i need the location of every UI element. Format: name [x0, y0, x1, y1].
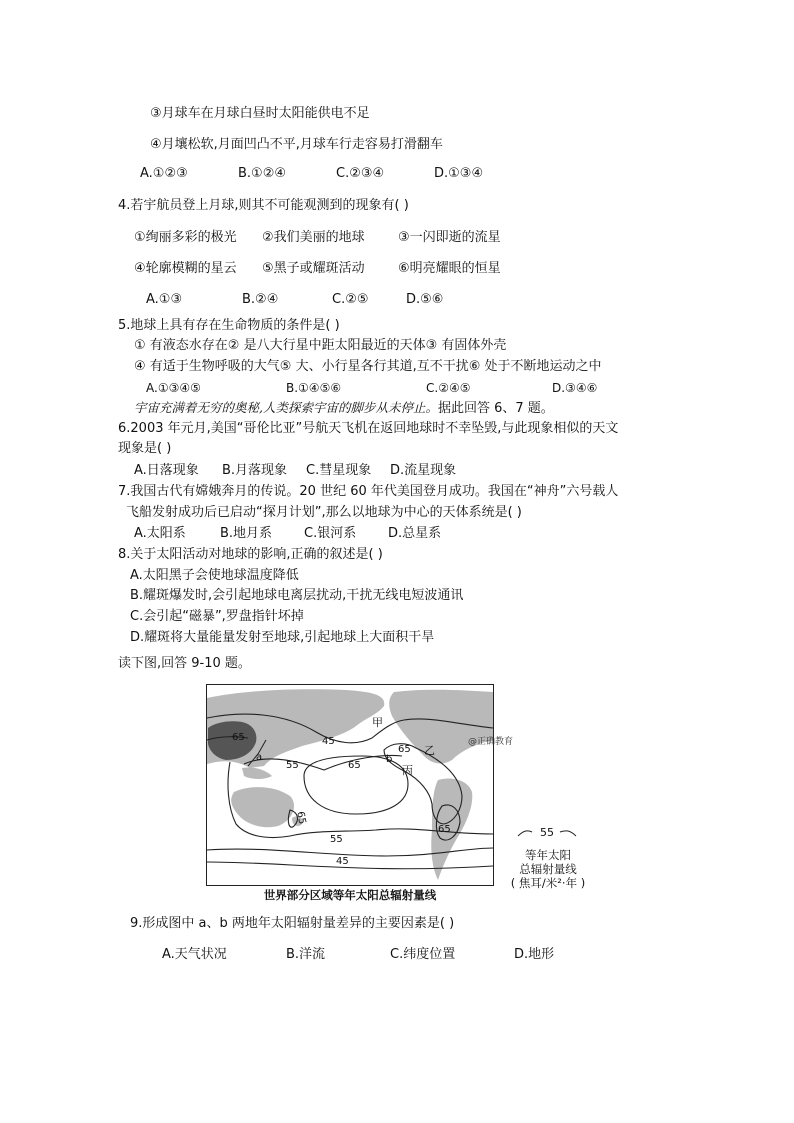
q6-option-c[interactable]: C.彗星现象 — [306, 463, 372, 478]
q7-options — [134, 526, 494, 542]
q5-option-a[interactable]: A.①③④⑤ — [146, 381, 201, 395]
q4-statement-6: ⑥明亮耀眼的恒星 — [398, 261, 501, 276]
q7-option-d[interactable]: D.总星系 — [388, 526, 442, 541]
q3-statement-4: ④月壤松软,月面凹凸不平,月球车行走容易打滑翻车 — [150, 137, 443, 152]
q3-options — [140, 166, 540, 182]
legend-value: 55 — [540, 826, 554, 839]
label-65-center: 65 — [348, 760, 361, 771]
label-jia: 甲 — [372, 716, 383, 729]
q4-option-a[interactable]: A.①③ — [146, 292, 183, 307]
q7-stem-line1: 7.我国古代有嫦娥奔月的传说。20 世纪 60 年代美国登月成功。我国在“神舟”六号载人 — [118, 484, 619, 499]
q6-option-b[interactable]: B.月落现象 — [222, 463, 288, 478]
q4-statement-2: ②我们美丽的地球 — [262, 230, 365, 245]
q4-statement-1: ①绚丽多彩的极光 — [134, 230, 237, 245]
q5-options — [146, 380, 626, 396]
q9-option-b[interactable]: B.洋流 — [286, 947, 326, 962]
label-65-rotated: 65 — [294, 810, 308, 826]
q8-option-c[interactable]: C.会引起“磁暴”,罗盘指针坏掉 — [130, 609, 304, 624]
label-65-right: 65 — [398, 744, 411, 755]
q6-stem-line2: 现象是( ) — [118, 441, 172, 456]
q4-stem: 4.若宇航员登上月球,则其不可能观测到的现象有( ) — [118, 198, 409, 213]
q9-option-d[interactable]: D.地形 — [514, 947, 555, 962]
label-55-left: 55 — [286, 760, 299, 771]
q3-option-d[interactable]: D.①③④ — [434, 166, 484, 181]
label-yi: 乙 — [424, 744, 435, 757]
q3-option-a[interactable]: A.①②③ — [140, 166, 188, 181]
map-legend — [498, 826, 598, 896]
q9-option-c[interactable]: C.纬度位置 — [390, 947, 456, 962]
q8-stem: 8.关于太阳活动对地球的影响,正确的叙述是( ) — [118, 547, 383, 562]
q8-option-b[interactable]: B.耀斑爆发时,会引起地球电离层扰动,干扰无线电短波通讯 — [130, 588, 464, 603]
q7-stem-line2: 飞船发射成功后已启动“探月计划”,那么以地球为中心的天体系统是( ) — [126, 505, 522, 520]
q5-statements-line2: ④ 有适于生物呼吸的大气⑤ 大、小行星各行其道,互不干扰⑥ 处于不断地运动之中 — [134, 359, 602, 374]
q7-option-b[interactable]: B.地月系 — [220, 526, 273, 541]
q3-statement-3: ③月球车在月球白昼时太阳能供电不足 — [150, 106, 370, 121]
label-45-bottom: 45 — [336, 856, 349, 867]
q8-option-d[interactable]: D.耀斑将大量能量发射至地球,引起地球上大面积干旱 — [130, 630, 435, 645]
q5-statements-line1: ① 有液态水存在② 是八大行星中距太阳最近的天体③ 有固体外壳 — [134, 338, 507, 353]
label-65-left: 65 — [232, 732, 245, 743]
label-a: a — [256, 752, 263, 763]
q4-options — [146, 292, 486, 308]
q6-option-d[interactable]: D.流星现象 — [390, 463, 457, 478]
q4-option-c[interactable]: C.②⑤ — [332, 292, 369, 307]
legend-line1: 等年太阳 — [525, 848, 571, 862]
q5-option-d[interactable]: D.③④⑥ — [552, 381, 598, 395]
q4-statement-4: ④轮廓模糊的星云 — [134, 261, 237, 276]
q5-stem: 5.地球上具有存在生命物质的条件是( ) — [118, 318, 340, 333]
q8-option-a[interactable]: A.太阳黑子会使地球温度降低 — [130, 568, 299, 583]
label-bing: 丙 — [402, 764, 413, 777]
intro-6-7 — [134, 400, 554, 417]
read-9-10: 读下图,回答 9-10 题。 — [118, 656, 251, 671]
q5-option-c[interactable]: C.②④⑤ — [426, 381, 471, 395]
q4-statements-row2 — [134, 261, 534, 277]
q3-option-c[interactable]: C.②③④ — [336, 166, 385, 181]
label-45-top: 45 — [322, 736, 335, 747]
solar-radiation-map — [206, 684, 514, 886]
q9-options — [162, 947, 582, 963]
map-caption: 世界部分区域等年太阳总辐射量线 — [263, 888, 437, 902]
q6-stem-line1: 6.2003 年元月,美国“哥伦比亚”号航天飞机在返回地球时不幸坠毁,与此现象相似的天文 — [118, 421, 619, 436]
q4-option-d[interactable]: D.⑤⑥ — [406, 292, 444, 307]
legend-line2: 总辐射量线 — [519, 862, 577, 876]
q4-option-b[interactable]: B.②④ — [242, 292, 279, 307]
q6-options — [134, 463, 494, 479]
label-65-south-america: 65 — [438, 824, 451, 835]
q7-option-a[interactable]: A.太阳系 — [134, 526, 186, 541]
q5-option-b[interactable]: B.①④⑤⑥ — [286, 381, 342, 395]
q4-statement-5: ⑤黑子或耀斑活动 — [262, 261, 365, 276]
q4-statements-row1 — [134, 230, 534, 246]
q3-option-b[interactable]: B.①②④ — [238, 166, 287, 181]
legend-unit: ( 焦耳/米²·年 ) — [510, 876, 586, 890]
label-55-bottom: 55 — [330, 834, 343, 845]
q6-option-a[interactable]: A.日落现象 — [134, 463, 199, 478]
q9-stem: 9.形成图中 a、b 两地年太阳辐射量差异的主要因素是( ) — [130, 916, 455, 931]
q4-statement-3: ③一闪即逝的流星 — [398, 230, 501, 245]
watermark: @正确教育 — [468, 737, 514, 747]
q9-option-a[interactable]: A.天气状况 — [162, 947, 227, 962]
q7-option-c[interactable]: C.银河系 — [304, 526, 357, 541]
intro-rest: 据此回答 6、7 题。 — [437, 401, 554, 416]
label-b: b — [386, 754, 393, 765]
intro-italic: 宇宙充满着无穷的奥秘,人类探索宇宙的脚步从未停止。 — [134, 400, 438, 415]
